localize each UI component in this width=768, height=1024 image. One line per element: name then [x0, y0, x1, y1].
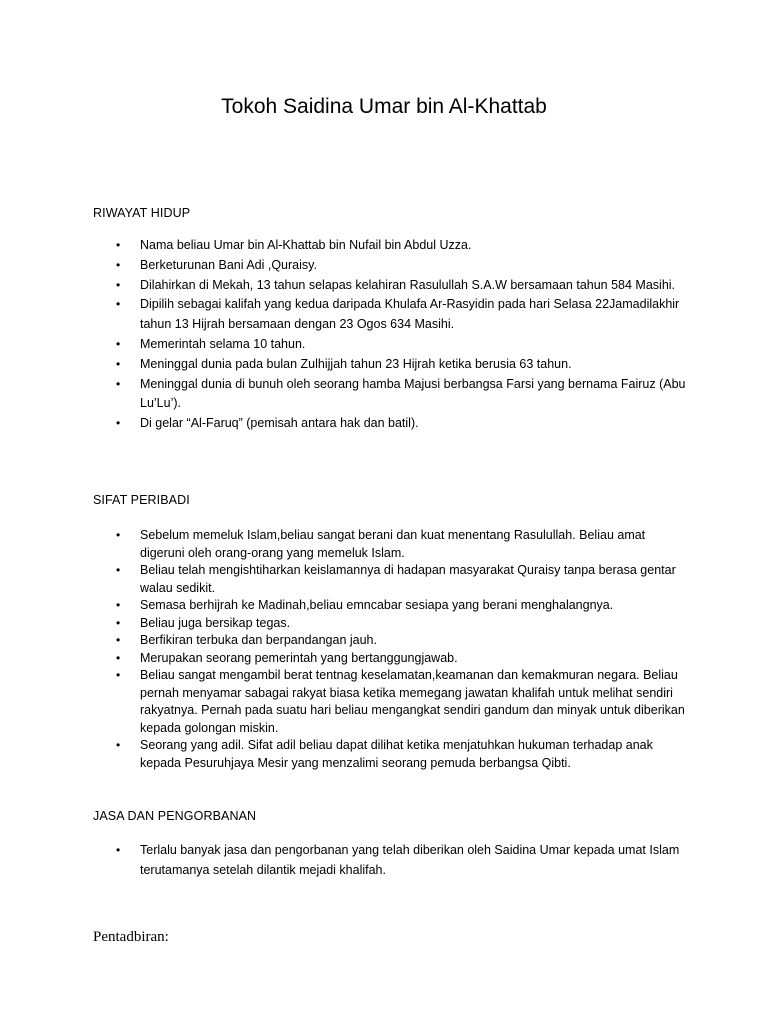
bullet-icon: • [116, 650, 121, 665]
bullet-icon: • [116, 336, 121, 351]
list-item [0, 562, 768, 597]
list-item [0, 527, 768, 562]
list-item [0, 414, 768, 434]
list-item [0, 632, 768, 650]
list-item [0, 615, 768, 633]
list-item-text: Meninggal dunia pada bulan Zulhijjah tahun 23 Hijrah ketika berusia 63 tahun. [140, 356, 572, 371]
list-item-text: Sebelum memeluk Islam,beliau sangat berani dan kuat menentang Rasulullah. Beliau amat digeruni oleh orang-orang yang memeluk Islam. [140, 528, 646, 560]
list-item-text: Beliau sangat mengambil berat tentnag keselamatan,keamanan dan kemakmuran negara. Beliau pernah menyamar sabagai rakyat biasa ketika memegang jawatan khalifah untuk melihat sendiri rakyatnya. Pernah pada suatu hari beliau mengangkat sendiri gandum dan minyak untuk diberikan kepada golongan miskin. [140, 668, 685, 735]
list-item-text: Semasa berhijrah ke Madinah,beliau emncabar sesiapa yang berani menghalangnya. [140, 598, 614, 612]
list-item [0, 841, 768, 881]
list-item-text: Nama beliau Umar bin Al-Khattab bin Nufail bin Abdul Uzza. [140, 238, 472, 252]
bullet-icon: • [116, 615, 121, 630]
list-item-text: Terlalu banyak jasa dan pengorbanan yang telah diberikan oleh Saidina Umar kepada umat Islam terutamanya setelah dilantik mejadi khalifah. [140, 843, 680, 877]
sifat-peribadi-list [0, 527, 768, 772]
bullet-icon: • [116, 257, 121, 272]
list-item-text: Memerintah selama 10 tahun. [140, 336, 306, 351]
list-item [0, 236, 768, 256]
bullet-icon: • [116, 238, 121, 252]
bullet-icon: • [116, 843, 121, 857]
bullet-icon: • [116, 376, 121, 391]
bullet-icon: • [116, 277, 121, 292]
document-title: Tokoh Saidina Umar bin Al-Khattab [221, 95, 547, 118]
bullet-icon: • [116, 738, 121, 752]
list-item [0, 335, 768, 355]
list-item-text: Meninggal dunia di bunuh oleh seorang hamba Majusi berbangsa Farsi yang bernama Fairuz (Abu Lu’Lu’). [140, 376, 686, 411]
list-item-text: Di gelar “Al-Faruq” (pemisah antara hak dan batil). [140, 416, 419, 431]
bullet-icon: • [116, 668, 121, 682]
bullet-icon: • [116, 528, 121, 542]
list-item [0, 597, 768, 615]
riwayat-hidup-list [0, 236, 768, 434]
bullet-icon: • [116, 633, 121, 647]
list-item [0, 256, 768, 276]
bullet-icon: • [116, 356, 121, 371]
jasa-dan-pengorbanan-list [0, 841, 768, 881]
bullet-icon: • [116, 598, 121, 612]
list-item-text: Dilahirkan di Mekah, 13 tahun selapas kelahiran Rasulullah S.A.W bersamaan tahun 584 Masihi. [140, 277, 676, 292]
section-heading-jasa-dan-pengorbanan: JASA DAN PENGORBANAN [93, 809, 257, 823]
section-heading-sifat-peribadi: SIFAT PERIBADI [93, 493, 190, 507]
list-item [0, 295, 768, 335]
section-heading-riwayat-hidup: RIWAYAT HIDUP [93, 206, 191, 220]
list-item [0, 667, 768, 737]
list-item-text: Dipilih sebagai kalifah yang kedua daripada Khulafa Ar-Rasyidin pada hari Selasa 22Jamadilakhir tahun 13 Hijrah bersamaan dengan 23 Ogos 634 Masihi. [140, 297, 680, 332]
list-item [0, 276, 768, 296]
list-item [0, 355, 768, 375]
list-item-text: Beliau telah mengishtiharkan keislamannya di hadapan masyarakat Quraisy tanpa berasa gentar walau sedikit. [140, 563, 676, 595]
list-item [0, 650, 768, 668]
list-item-text: Berfikiran terbuka dan berpandangan jauh. [140, 633, 377, 647]
bullet-icon: • [116, 563, 121, 577]
section-heading-pentadbiran: Pentadbiran: [93, 929, 169, 945]
list-item-text: Seorang yang adil. Sifat adil beliau dapat dilihat ketika menjatuhkan hukuman terhadap anak kepada Pesuruhjaya Mesir yang menzalimi seorang pemuda berbangsa Qibti. [140, 738, 653, 770]
list-item [0, 375, 768, 415]
list-item-text: Merupakan seorang pemerintah yang bertanggungjawab. [140, 650, 458, 665]
bullet-icon: • [116, 416, 121, 431]
list-item [0, 737, 768, 772]
list-item-text: Beliau juga bersikap tegas. [140, 615, 291, 630]
bullet-icon: • [116, 297, 121, 312]
list-item-text: Berketurunan Bani Adi ,Quraisy. [140, 257, 317, 272]
